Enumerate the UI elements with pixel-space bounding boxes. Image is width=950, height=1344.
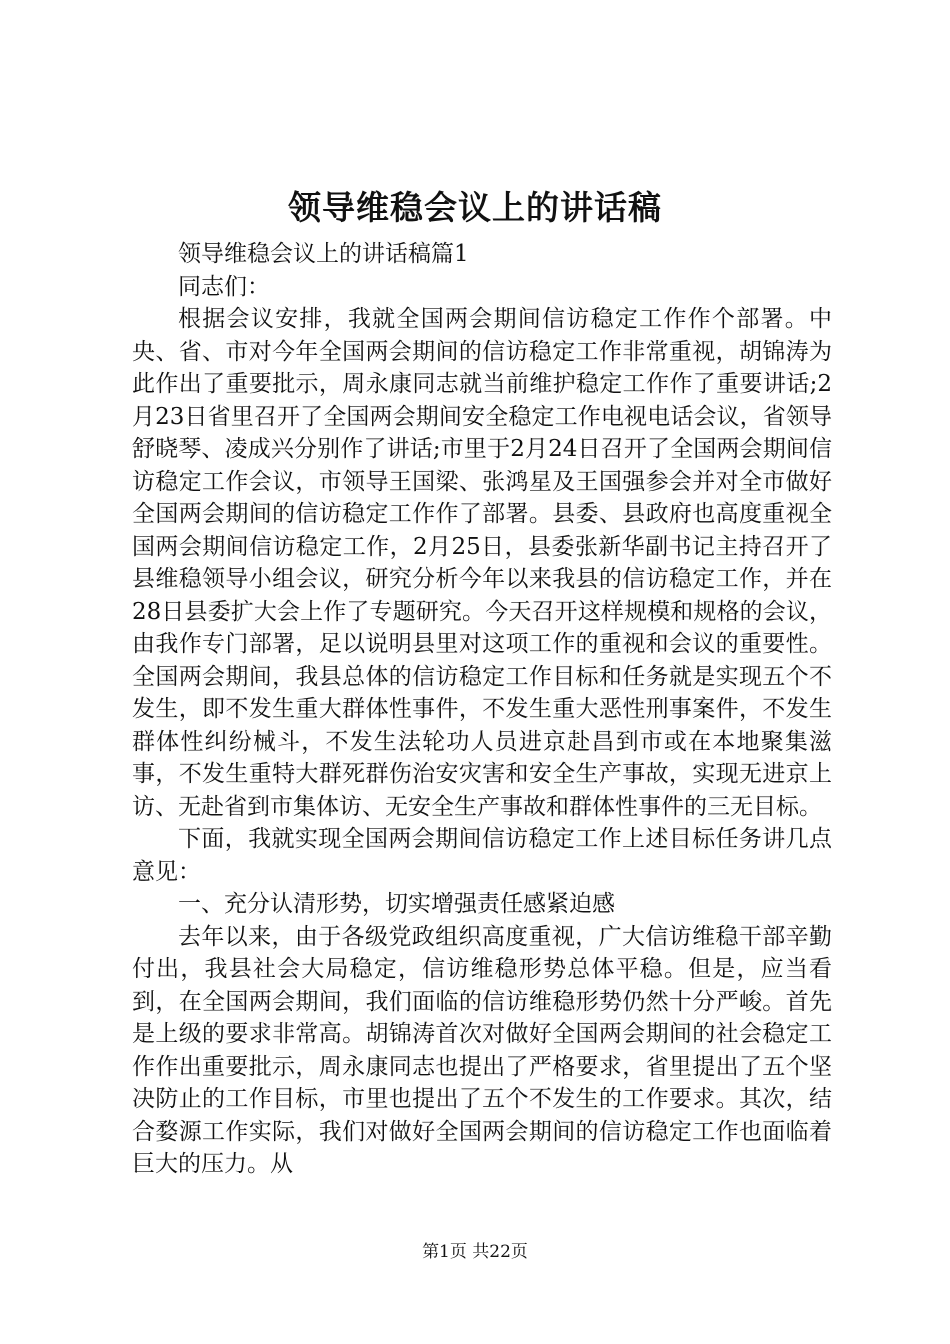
page-number: 第1页 共22页 [422,1242,528,1262]
subheading-1: 一、充分认清形势，切实增强责任感紧迫感 [178,891,615,917]
paragraph-3: 去年以来，由于各级党政组织高度重视，广大信访维稳干部辛勤付出，我县社会大局稳定，信访维稳形势总体平稳。但是，应当看到，在全国两会期间，我们面临的信访维稳形势仍然十分严峻。首先是上级的要求非常高。胡锦涛首次对做好全国两会期间的社会稳定工作作出重要批示，周永康同志也提出了严格要求，省里提出了五个坚决防止的工作目标，市里也提出了五个不发生的工作要求。其次，结合婺源工作实际，我们对做好全国两会期间的信访稳定工作也面临着巨大的压力。从 [132,923,832,1177]
page-title: 领导维稳会议上的讲话稿 [288,188,662,227]
salutation: 同志们： [178,273,270,300]
paragraph-2: 下面，我就实现全国两会期间信访稳定工作上述目标任务讲几点意见： [132,826,832,885]
paragraph-1: 根据会议安排，我就全国两会期间信访稳定工作作个部署。中央、省、市对今年全国两会期间的信访稳定工作非常重视，胡锦涛为此作出了重要批示，周永康同志就当前维护稳定工作作了重要讲话;2月23日省里召开了全国两会期间安全稳定工作电视电话会议，省领导舒晓琴、凌成兴分别作了讲话;市里于2月24日召开了全国两会期间信访稳定工作会议，市领导王国梁、张鸿星及王国强参会并对全市做好全国两会期间的信访稳定工作作了部署。县委、县政府也高度重视全国两会期间信访稳定工作，2月25日，县委张新华副书记主持召开了县维稳领导小组会议，研究分析今年以来我县的信访稳定工作，并在28日县委扩大会上作了专题研究。今天召开这样规模和规格的会议，由我作专门部署，足以说明县里对这项工作的重视和会议的重要性。全国两会期间，我县总体的信访稳定工作目标和任务就是实现五个不发生，即不发生重大群体性事件，不发生重大恶性刑事案件，不发生群体性纠纷械斗，不发生法轮功人员进京赴昌到市或在本地聚集滋事，不发生重特大群死群伤治安灾害和安全生产事故，实现无进京上访、无赴省到市集体访、无安全生产事故和群体性事件的三无目标。 [132,306,832,820]
document-body [132,238,832,1181]
section-heading-p1: 领导维稳会议上的讲话稿篇1 [178,241,469,267]
